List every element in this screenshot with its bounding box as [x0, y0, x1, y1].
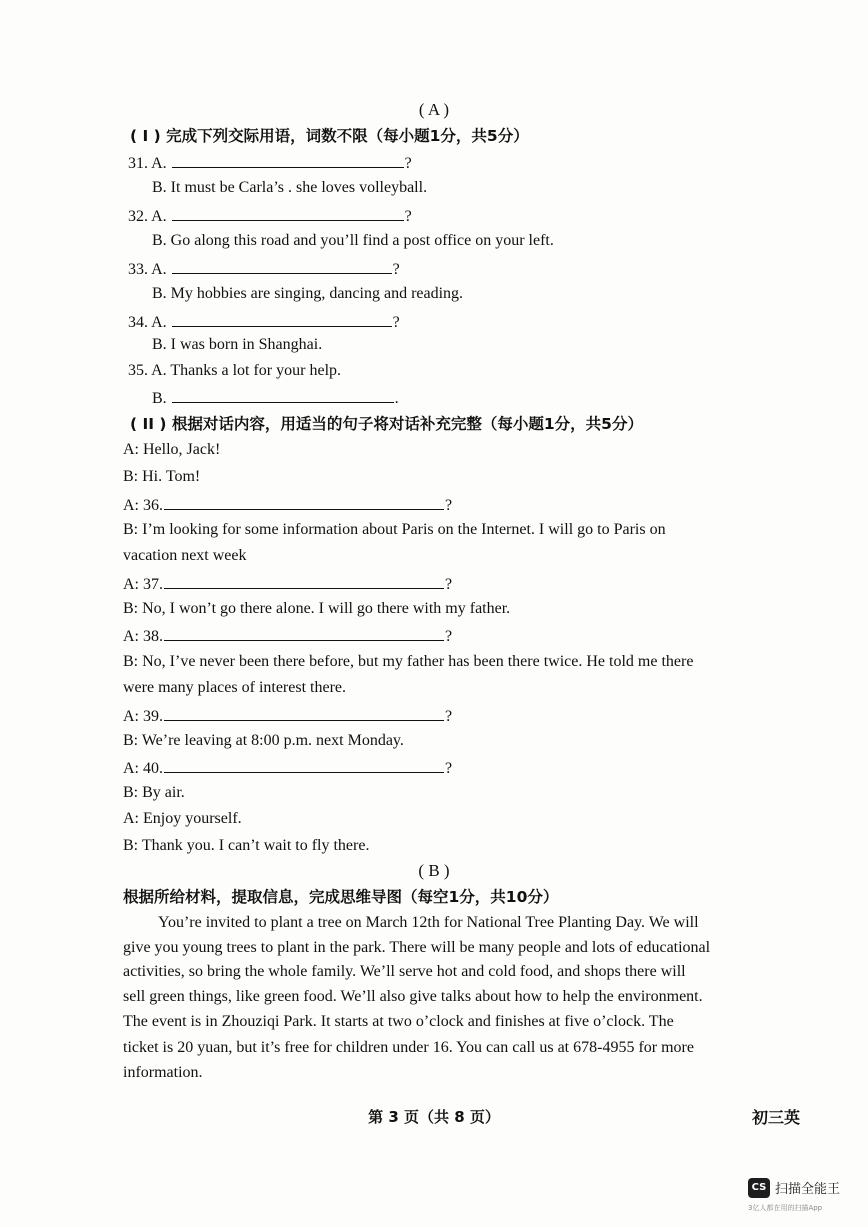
- passage-line: give you young trees to plant in the park. There will be many people and lots of educational: [123, 939, 711, 956]
- passage-line: The event is in Zhouziqi Park. It starts at two o’clock and finishes at five o’clock. The: [123, 1013, 674, 1030]
- part2-heading: ( II ) 根据对话内容，用适当的句子将对话补充完整（每小题1分，共5分）: [130, 415, 643, 433]
- section-a-title: ( A ): [418, 100, 450, 119]
- answer-blank[interactable]: [172, 258, 392, 274]
- question-end: ?: [445, 708, 453, 725]
- answer-blank[interactable]: [172, 205, 404, 221]
- question-number: 32. A.: [128, 208, 167, 225]
- question-number: 34. A.: [128, 314, 167, 331]
- question-number: A: 37.: [123, 576, 163, 593]
- section-b-heading: 根据所给材料，提取信息，完成思维导图（每空1分，共10分）: [123, 888, 559, 906]
- question-end: ?: [404, 155, 412, 172]
- answer-32: B. Go along this road and you’ll find a post office on your left.: [152, 232, 554, 249]
- answer-31: B. It must be Carla’s . she loves volleyball.: [152, 179, 428, 196]
- watermark-app-name: 扫描全能王: [775, 1182, 841, 1197]
- dialogue-line: B: I’m looking for some information about Paris on the Internet. I will go to Paris on: [123, 521, 666, 538]
- camscanner-logo-icon: CS: [748, 1178, 770, 1198]
- question-number: A: 40.: [123, 760, 163, 777]
- question-39: [123, 705, 452, 727]
- section-b-title: ( B ): [418, 861, 450, 880]
- question-end: ?: [392, 314, 400, 331]
- answer-blank[interactable]: [172, 152, 404, 168]
- passage-line: activities, so bring the whole family. We’ll serve hot and cold food, and shops there will: [123, 963, 686, 980]
- question-number: B.: [152, 390, 167, 407]
- question-end: ?: [445, 576, 453, 593]
- answer-blank[interactable]: [172, 311, 392, 327]
- dialogue-line: B: Thank you. I can’t wait to fly there.: [123, 837, 370, 854]
- answer-blank[interactable]: [164, 757, 444, 773]
- question-end: ?: [445, 760, 453, 777]
- dialogue-line: were many places of interest there.: [123, 679, 347, 696]
- answer-33: B. My hobbies are singing, dancing and reading.: [152, 285, 464, 302]
- question-end: ?: [392, 261, 400, 278]
- subject-label: 初三英: [752, 1108, 801, 1127]
- question-number: A: 36.: [123, 497, 163, 514]
- page-number: 第 3 页（共 8 页）: [368, 1108, 500, 1126]
- scanner-watermark: [748, 1176, 858, 1216]
- question-35-b: [152, 387, 399, 409]
- question-end: ?: [404, 208, 412, 225]
- question-40: [123, 757, 452, 779]
- answer-34: B. I was born in Shanghai.: [152, 336, 323, 353]
- passage-line: sell green things, like green food. We’ll also give talks about how to help the environment.: [123, 988, 703, 1005]
- dialogue-line: A: Enjoy yourself.: [123, 810, 242, 827]
- answer-blank[interactable]: [172, 387, 394, 403]
- question-37: [123, 573, 452, 595]
- question-38: [123, 625, 452, 647]
- dialogue-line: B: No, I’ve never been there before, but my father has been there twice. He told me there: [123, 653, 694, 670]
- passage-line: ticket is 20 yuan, but it’s free for children under 16. You can call us at 678-4955 for more: [123, 1039, 694, 1056]
- watermark-tagline: 3亿人都在用的扫描App: [748, 1204, 823, 1212]
- part1-heading: ( I ) 完成下列交际用语，词数不限（每小题1分，共5分）: [130, 127, 529, 145]
- question-36: [123, 494, 452, 516]
- passage-line: You’re invited to plant a tree on March 12th for National Tree Planting Day. We will: [158, 914, 699, 931]
- question-end: ?: [445, 628, 453, 645]
- question-end: .: [394, 390, 399, 407]
- dialogue-line: vacation next week: [123, 547, 247, 564]
- answer-blank[interactable]: [164, 625, 444, 641]
- question-number: A: 38.: [123, 628, 163, 645]
- question-34: [128, 311, 400, 333]
- question-32: [128, 205, 412, 227]
- answer-blank[interactable]: [164, 494, 444, 510]
- answer-blank[interactable]: [164, 705, 444, 721]
- question-number: 31. A.: [128, 155, 167, 172]
- answer-blank[interactable]: [164, 573, 444, 589]
- dialogue-line: B: No, I won’t go there alone. I will go there with my father.: [123, 600, 511, 617]
- question-number: 33. A.: [128, 261, 167, 278]
- passage-line: information.: [123, 1064, 203, 1081]
- question-number: A: 39.: [123, 708, 163, 725]
- question-end: ?: [445, 497, 453, 514]
- dialogue-line: B: Hi. Tom!: [123, 468, 201, 485]
- dialogue-line: B: We’re leaving at 8:00 p.m. next Monday.: [123, 732, 404, 749]
- dialogue-line: B: By air.: [123, 784, 185, 801]
- dialogue-line: A: Hello, Jack!: [123, 441, 221, 458]
- question-31: [128, 152, 412, 174]
- question-35-a: 35. A. Thanks a lot for your help.: [128, 362, 342, 379]
- question-33: [128, 258, 400, 280]
